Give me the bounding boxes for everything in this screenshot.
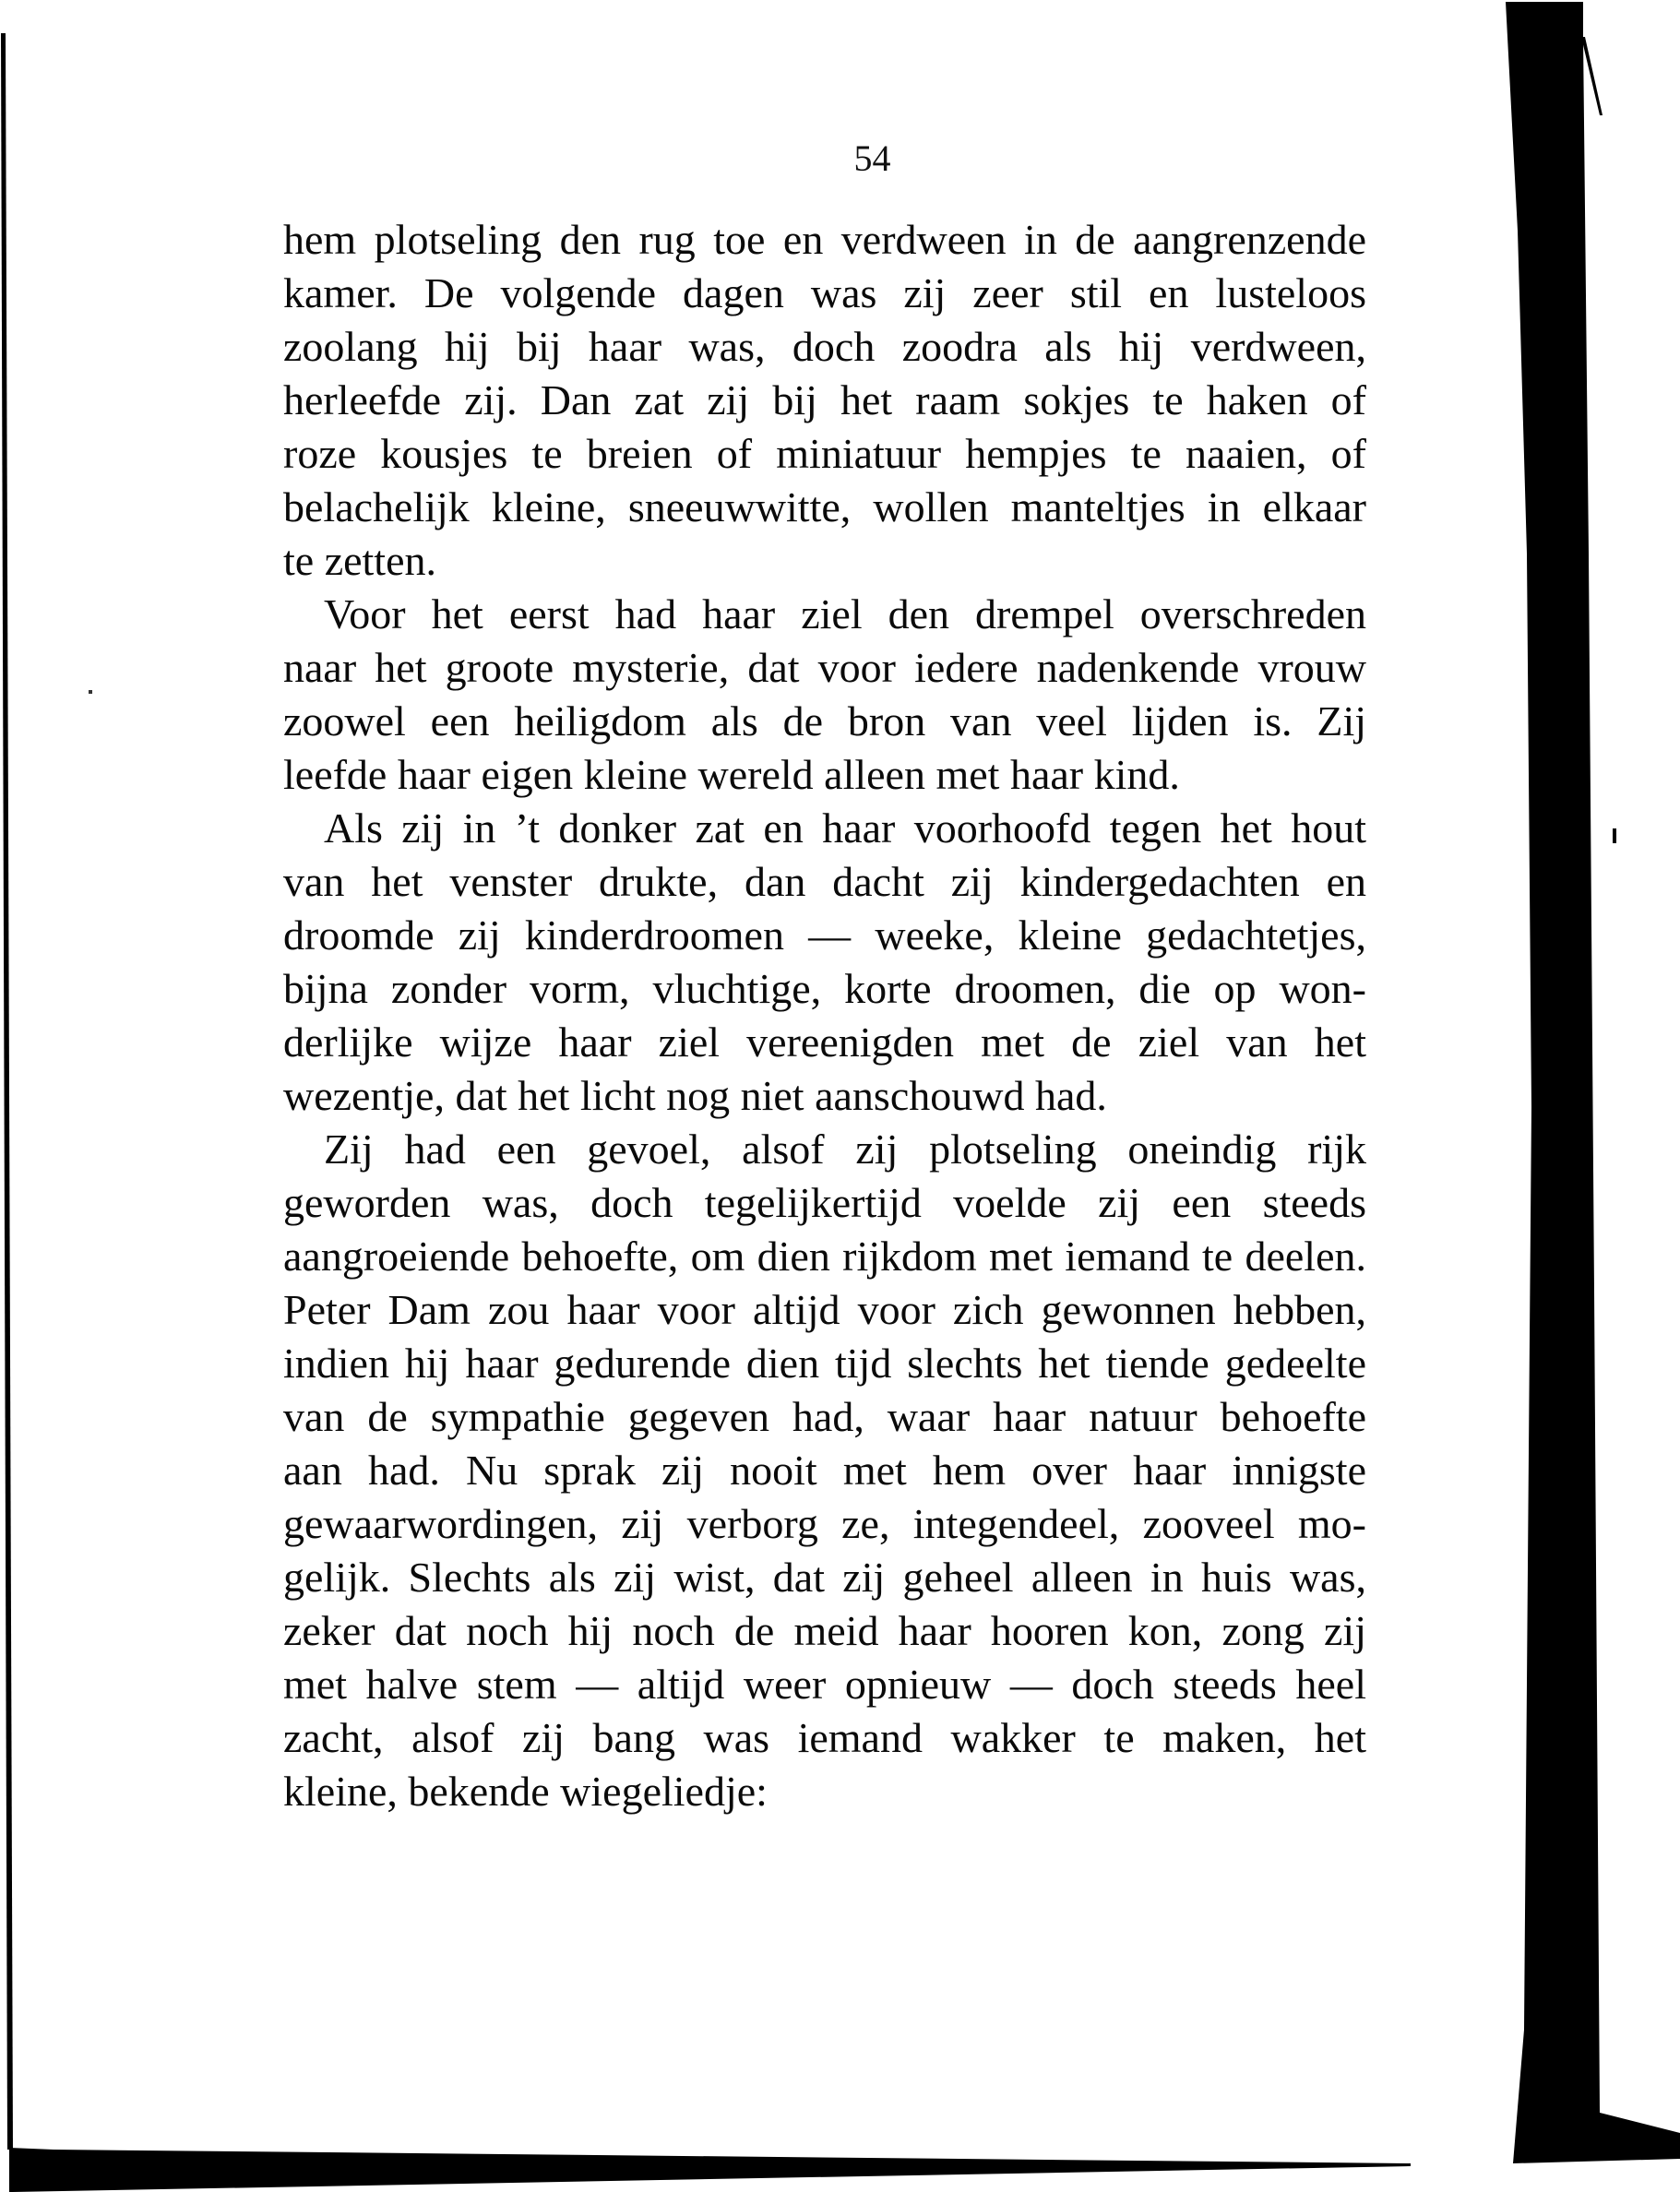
text-line: Zij had een gevoel, alsof zij plotseling oneindig rijk — [324, 1126, 1366, 1173]
text-line: droomde zij kinderdroomen — weeke, kleine gedachtetjes, — [283, 911, 1366, 959]
text-line: gelijk. Slechts als zij wist, dat zij geheel alleen in huis was, — [283, 1554, 1366, 1601]
text-line: derlijke wijze haar ziel vereenigden met de ziel van het — [283, 1019, 1366, 1066]
text-line: zacht, alsof zij bang was iemand wakker te maken, het — [283, 1714, 1366, 1761]
text-line: kamer. De volgende dagen was zij zeer stil en lusteloos — [283, 269, 1366, 316]
page-number: 54 — [853, 137, 891, 179]
text-line: aangroeiende behoefte, om dien rijkdom met iemand te deelen. — [283, 1233, 1366, 1280]
text-line: belachelijk kleine, sneeuwwitte, wollen manteltjes in elkaar — [283, 483, 1366, 530]
speck — [1613, 828, 1616, 843]
speck — [89, 690, 92, 694]
text-line: gewaarwordingen, zij verborg ze, integendeel, zooveel mo- — [283, 1500, 1366, 1547]
text-line: herleefde zij. Dan zat zij bij het raam sokjes te haken of — [283, 376, 1366, 423]
text-line: te zetten. — [283, 537, 437, 584]
text-line: van de sympathie gegeven had, waar haar natuur behoefte — [283, 1393, 1366, 1440]
left-page-edge — [1, 33, 13, 2150]
right-gutter-streak — [1581, 37, 1603, 115]
text-line: bijna zonder vorm, vluchtige, korte droomen, die op won- — [283, 965, 1366, 1012]
text-line: wezentje, dat het licht nog niet aanschouwd had. — [283, 1072, 1107, 1119]
text-line: leefde haar eigen kleine wereld alleen met haar kind. — [283, 751, 1180, 798]
text-line: Voor het eerst had haar ziel den drempel overschreden — [324, 590, 1366, 637]
text-line: Peter Dam zou haar voor altijd voor zich gewonnen hebben, — [283, 1286, 1366, 1333]
text-line: naar het groote mysterie, dat voor iedere nadenkende vrouw — [283, 644, 1366, 691]
text-line: geworden was, doch tegelijkertijd voelde zij een steeds — [283, 1179, 1366, 1226]
text-line: indien hij haar gedurende dien tijd slechts het tiende gedeelte — [283, 1340, 1366, 1387]
text-line: zoolang hij bij haar was, doch zoodra als hij verdween, — [283, 323, 1366, 370]
text-line: zeker dat noch hij noch de meid haar hooren kon, zong zij — [283, 1607, 1366, 1654]
text-line: Als zij in ’t donker zat en haar voorhoofd tegen het hout — [324, 804, 1366, 852]
text-line: met halve stem — altijd weer opnieuw — doch steeds heel — [283, 1661, 1366, 1708]
text-line: van het venster drukte, dan dacht zij kindergedachten en — [283, 858, 1366, 905]
text-line: zoowel een heiligdom als de bron van veel lijden is. Zij — [283, 697, 1366, 745]
text-line: roze kousjes te breien of miniatuur hempjes te naaien, of — [283, 430, 1366, 477]
text-line: kleine, bekende wiegeliedje: — [283, 1768, 768, 1815]
text-line: aan had. Nu sprak zij nooit met hem over haar innigste — [283, 1447, 1366, 1494]
bottom-binding-shadow — [9, 2148, 1411, 2192]
text-line: hem plotseling den rug toe en verdween in de aangrenzende — [283, 216, 1366, 263]
right-binding-shadow — [1506, 2, 1680, 2163]
